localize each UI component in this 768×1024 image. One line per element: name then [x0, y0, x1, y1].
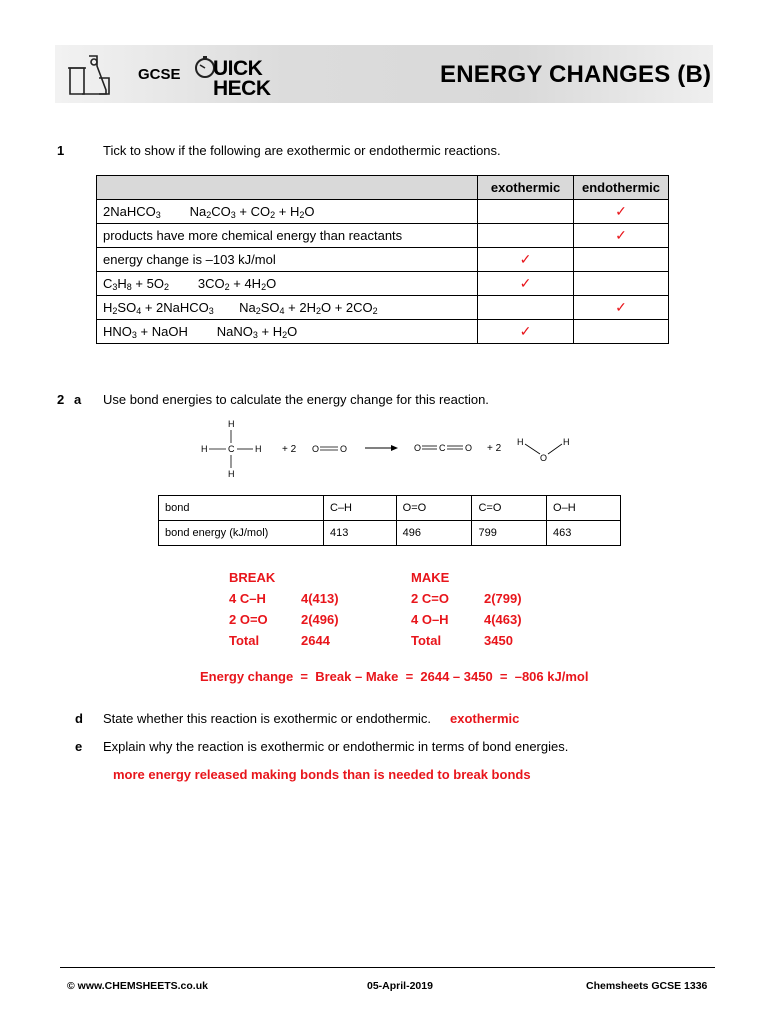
energy-change-answer: Energy change = Break – Make = 2644 – 3450 = –806 kJ/mol: [200, 669, 589, 684]
question-1-number: 1: [57, 143, 65, 158]
lab-glassware-icon: [64, 50, 114, 98]
make-row-label: 2 C=O: [411, 591, 449, 606]
footer-divider: [60, 967, 715, 968]
part-d-label: d: [75, 711, 83, 726]
atom-label: H: [563, 437, 570, 447]
atom-label: H: [255, 444, 262, 454]
make-total-label: Total: [411, 633, 442, 648]
break-row-value: 2(496): [301, 612, 339, 627]
table-cell: 463: [547, 521, 621, 546]
make-row-label: 4 O–H: [411, 612, 449, 627]
tick-mark: ✓: [478, 320, 574, 344]
exothermic-header: exothermic: [478, 176, 574, 200]
quick-logo-text: UICK: [213, 57, 263, 80]
break-total-value: 2644: [301, 633, 330, 648]
check-logo-text: HECK: [213, 77, 271, 100]
footer-sheet-id: Chemsheets GCSE 1336: [586, 980, 708, 992]
atom-label: H: [228, 419, 235, 429]
make-row-value: 2(799): [484, 591, 522, 606]
table-cell: O–H: [547, 496, 621, 521]
exothermic-cell: [478, 296, 574, 320]
table-cell: bond energy (kJ/mol): [159, 521, 324, 546]
answer-e: more energy released making bonds than is needed to break bonds: [113, 767, 531, 782]
tick-mark: ✓: [478, 272, 574, 296]
endothermic-cell: [574, 248, 669, 272]
atom-label: O: [414, 443, 422, 453]
part-a-label: a: [74, 392, 82, 407]
blank-header: [97, 176, 478, 200]
endothermic-cell: [574, 320, 669, 344]
table-cell: C–H: [324, 496, 397, 521]
gcse-logo-text: GCSE: [138, 66, 181, 83]
question-1-prompt: Tick to show if the following are exothermic or endothermic reactions.: [103, 143, 501, 158]
tick-mark: ✓: [574, 296, 669, 320]
question-2e-prompt: Explain why the reaction is exothermic or endothermic in terms of bond energies.: [103, 739, 569, 754]
tick-mark: ✓: [574, 224, 669, 248]
reaction-equation-diagram: [195, 415, 585, 485]
table-row: [97, 272, 669, 296]
footer-date: 05-April-2019: [367, 980, 433, 992]
coefficient: + 2: [282, 444, 297, 455]
make-total-value: 3450: [484, 633, 513, 648]
table-cell: C=O: [472, 496, 547, 521]
table-cell: 413: [324, 521, 397, 546]
coefficient: + 2: [487, 443, 502, 454]
tick-mark: ✓: [478, 248, 574, 272]
table-row: [97, 224, 669, 248]
table-row: [97, 296, 669, 320]
table-row: [97, 320, 669, 344]
table-cell: O=O: [396, 496, 472, 521]
endothermic-header: endothermic: [574, 176, 669, 200]
table-cell: 496: [396, 521, 472, 546]
answer-d: exothermic: [450, 711, 520, 726]
break-total-label: Total: [229, 633, 260, 648]
reaction-cell: energy change is –103 kJ/mol: [97, 248, 478, 272]
footer-website: © www.CHEMSHEETS.co.uk: [67, 980, 208, 992]
atom-label: C: [228, 444, 235, 454]
reaction-cell: $HNO_3$ + NaOH NaNO$_3$ + $H_2O$: [97, 320, 478, 344]
table-row: [159, 521, 621, 546]
break-row-label: 4 C–H: [229, 591, 266, 606]
break-row-label: 2 O=O: [229, 612, 268, 627]
break-title: BREAK: [229, 570, 276, 585]
atom-label: C: [439, 443, 446, 453]
atom-label: O: [312, 444, 320, 454]
table-row: [159, 496, 621, 521]
reaction-cell: products have more chemical energy than reactants: [97, 224, 478, 248]
question-2d-prompt: State whether this reaction is exothermic or endothermic.: [103, 711, 432, 726]
make-title: MAKE: [411, 570, 450, 585]
table-cell: 799: [472, 521, 547, 546]
atom-label: O: [540, 453, 548, 463]
exothermic-cell: [478, 224, 574, 248]
page-title: ENERGY CHANGES (B): [440, 61, 712, 88]
question-2-number: 2: [57, 392, 65, 407]
table-row: [97, 248, 669, 272]
table-cell: bond: [159, 496, 324, 521]
reaction-cell: 2NaHCO$_3$ $Na_2CO_3 + CO_2 + H_2O$: [97, 200, 478, 224]
atom-label: H: [228, 469, 235, 479]
break-row-value: 4(413): [301, 591, 339, 606]
exothermic-cell: [478, 200, 574, 224]
tick-mark: ✓: [574, 200, 669, 224]
atom-label: O: [340, 444, 348, 454]
table-row: [97, 200, 669, 224]
make-row-value: 4(463): [484, 612, 522, 627]
atom-label: H: [201, 444, 208, 454]
reaction-cell: $H_2SO_4$ + 2NaHCO$_3$ $Na_2SO_4 + 2H_2O + 2CO_2$: [97, 296, 478, 320]
question-2a-prompt: Use bond energies to calculate the energy change for this reaction.: [103, 392, 489, 407]
endothermic-cell: [574, 272, 669, 296]
part-e-label: e: [75, 739, 83, 754]
exo-endo-table: [96, 175, 669, 344]
atom-label: H: [517, 437, 524, 447]
bond-energy-table: [158, 495, 621, 546]
reaction-cell: $C_3H_8 + 5O_2$ $3CO_2 + 4H_2O$: [97, 272, 478, 296]
atom-label: O: [465, 443, 473, 453]
